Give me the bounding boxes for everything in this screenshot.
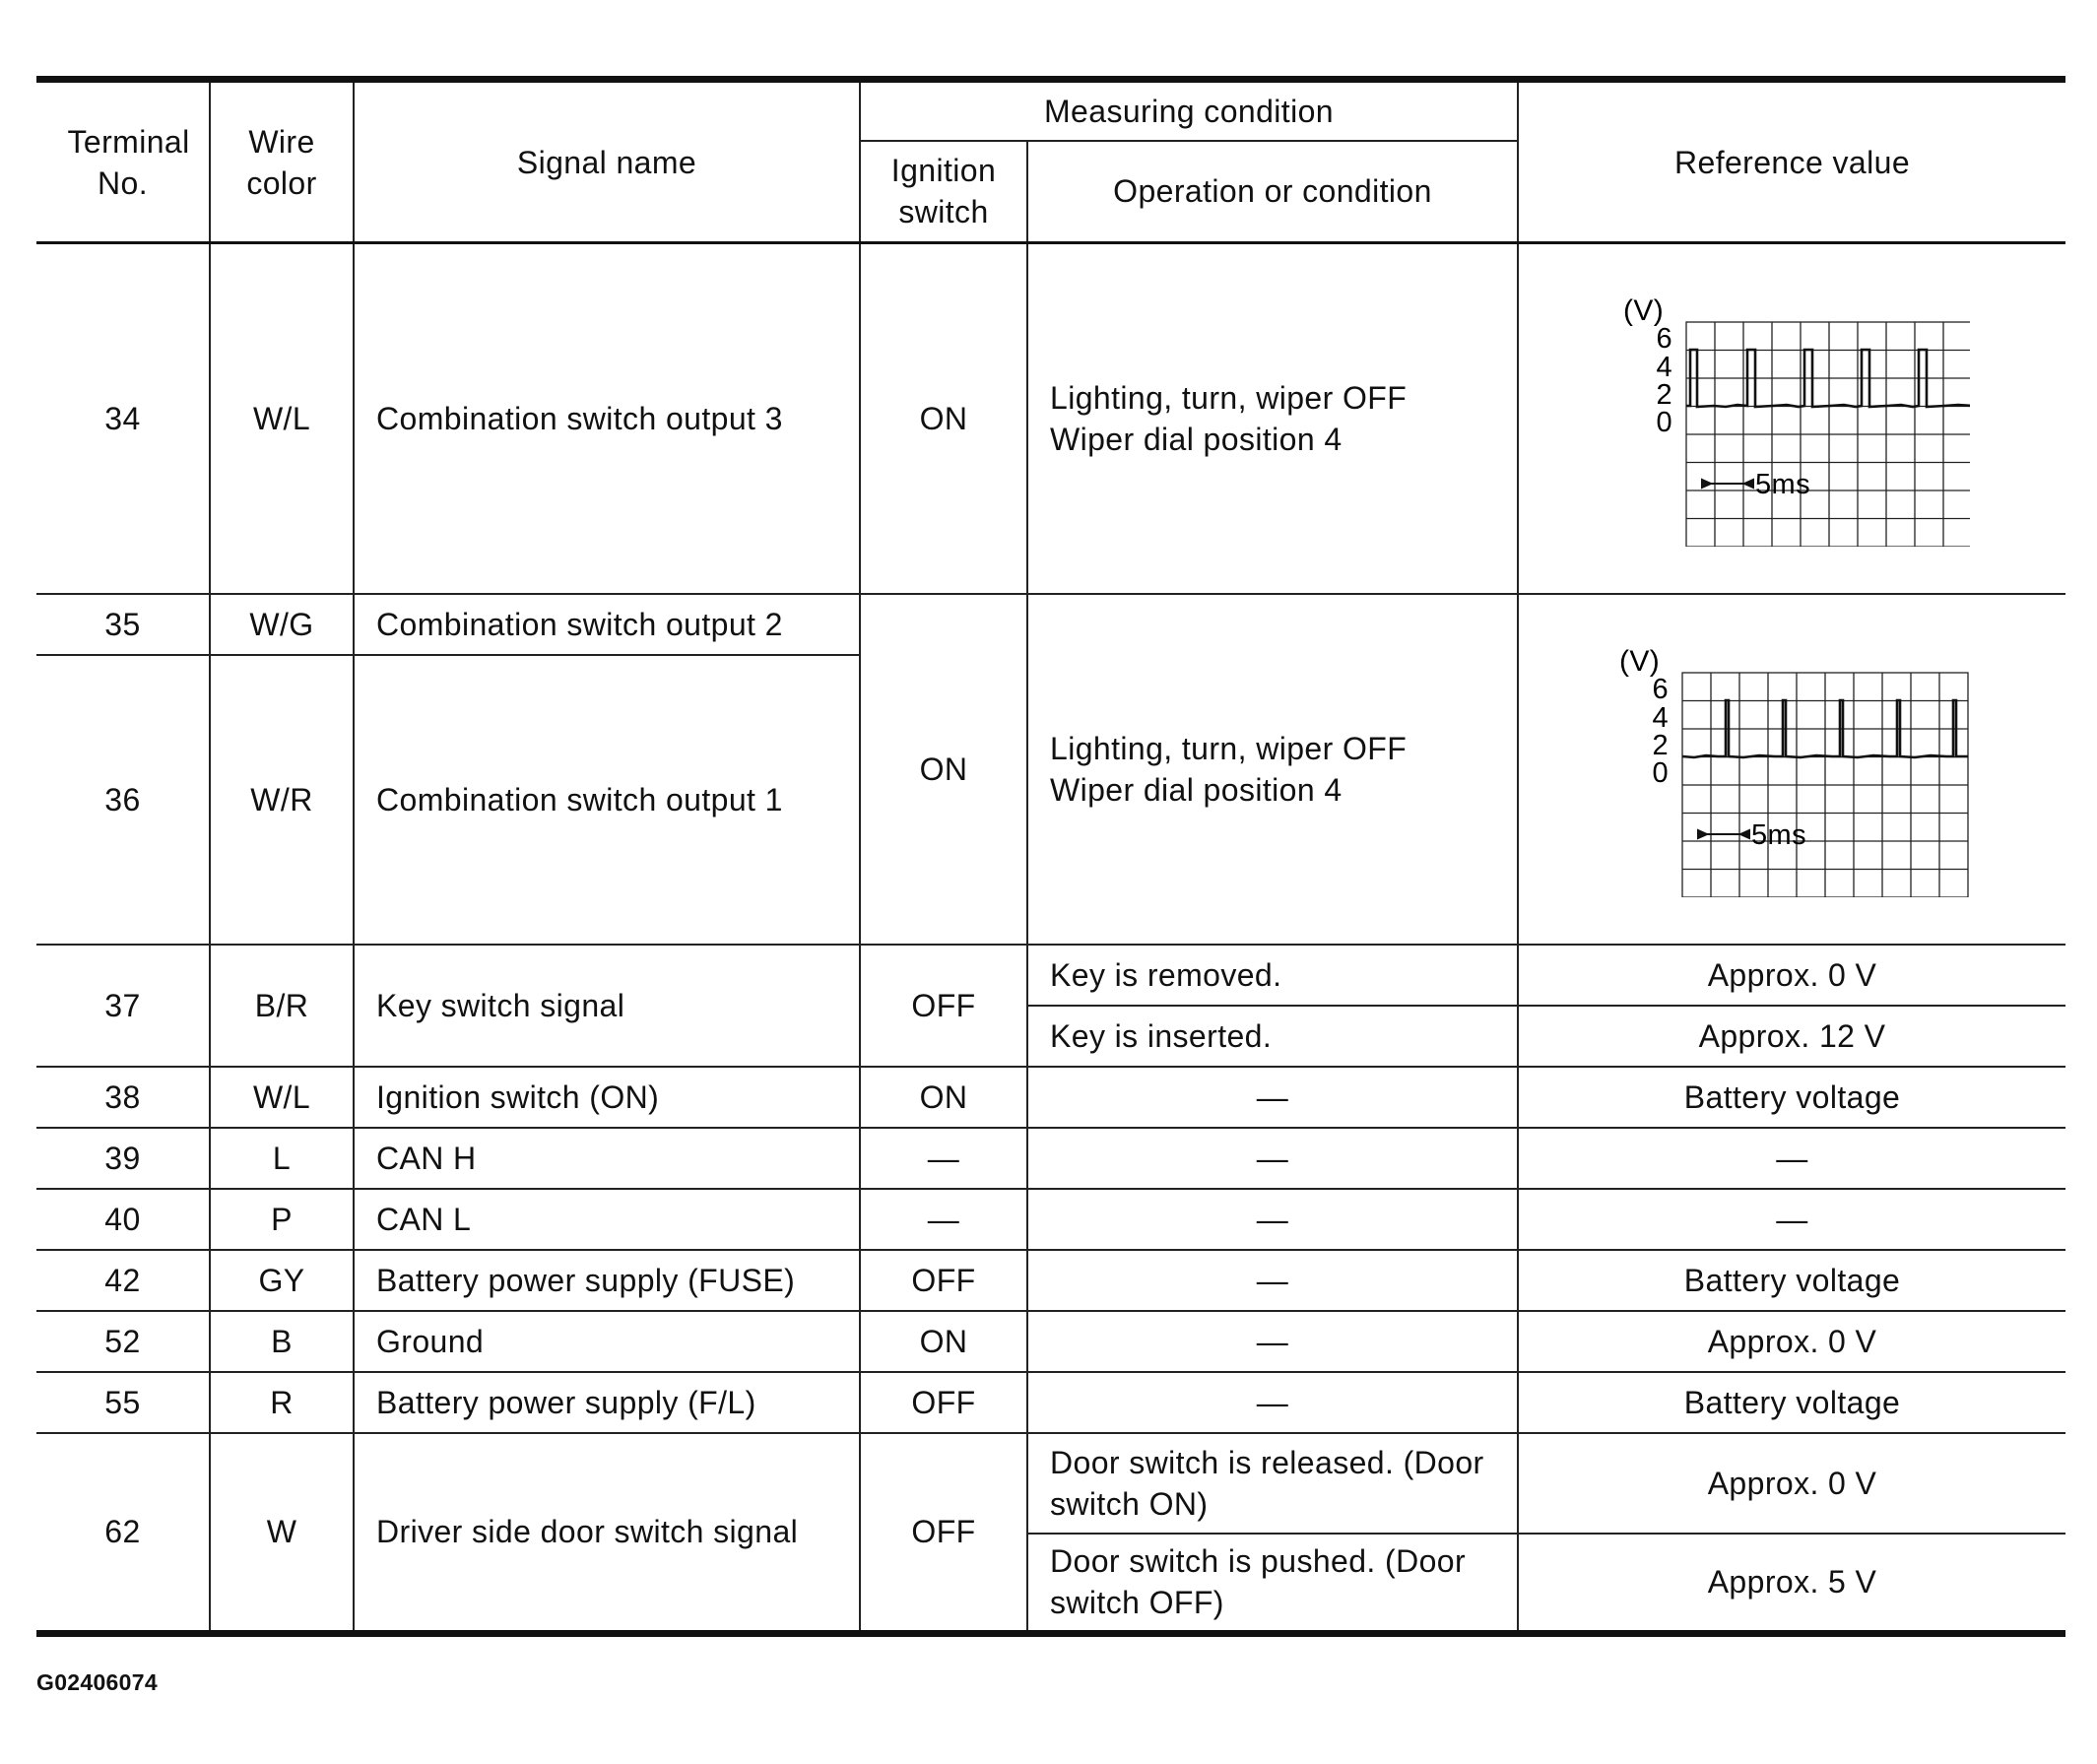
- terminal-cell: 55: [36, 1372, 210, 1433]
- terminal-cell: 39: [36, 1128, 210, 1189]
- reference-cell: —: [1518, 1128, 2065, 1189]
- signal-name-cell: Combination switch output 2: [354, 594, 860, 655]
- condition-line: Lighting, turn, wiper OFF: [1050, 379, 1408, 416]
- table-row: [36, 1311, 2065, 1372]
- signal-name-cell: Driver side door switch signal: [354, 1433, 860, 1634]
- reference-waveform-cell: [1518, 243, 2065, 594]
- ignition-switch-cell: —: [860, 1128, 1027, 1189]
- reference-cell: Approx. 0 V: [1518, 1311, 2065, 1372]
- condition-cell: —: [1027, 1250, 1518, 1311]
- table-row: [36, 1067, 2065, 1128]
- condition-cell: —: [1027, 1311, 1518, 1372]
- table-row: [36, 1128, 2065, 1189]
- table-row: [36, 1372, 2065, 1433]
- y-tick-label: 2: [1651, 729, 1669, 761]
- condition-cell: [1027, 1433, 1518, 1534]
- terminal-cell: 40: [36, 1189, 210, 1250]
- condition-line: Lighting, turn, wiper OFF: [1050, 730, 1408, 766]
- terminal-cell: 34: [36, 243, 210, 594]
- terminal-cell: 62: [36, 1433, 210, 1634]
- condition-cell: —: [1027, 1189, 1518, 1250]
- condition-line: Door switch is released. (Door: [1050, 1444, 1484, 1480]
- condition-cell: —: [1027, 1372, 1518, 1433]
- wire-color-cell: W/L: [210, 243, 354, 594]
- header-wire-color-label: Wire color: [246, 123, 317, 201]
- reference-waveform-cell: [1518, 594, 2065, 945]
- waveform-34: [1615, 291, 1970, 547]
- ignition-switch-cell: ON: [860, 1067, 1027, 1128]
- header-reference-value: Reference value: [1518, 80, 2065, 243]
- wire-color-cell: GY: [210, 1250, 354, 1311]
- ignition-switch-cell: —: [860, 1189, 1027, 1250]
- condition-line: Door switch is pushed. (Door: [1050, 1543, 1467, 1580]
- signal-name-cell: Combination switch output 3: [354, 243, 860, 594]
- ignition-switch-cell: OFF: [860, 1433, 1027, 1634]
- signal-name-cell: CAN L: [354, 1189, 860, 1250]
- y-tick-label: 6: [1655, 322, 1672, 355]
- reference-cell: Battery voltage: [1518, 1067, 2065, 1128]
- condition-line: switch ON): [1050, 1485, 1209, 1522]
- signal-name-cell: Combination switch output 1: [354, 655, 860, 945]
- condition-cell: Key is removed.: [1027, 945, 1518, 1006]
- wire-color-cell: W/R: [210, 655, 354, 945]
- table-row: [36, 594, 2065, 655]
- reference-cell: Battery voltage: [1518, 1372, 2065, 1433]
- wire-color-cell: B/R: [210, 945, 354, 1067]
- condition-cell: —: [1027, 1067, 1518, 1128]
- wire-color-cell: W/L: [210, 1067, 354, 1128]
- wire-color-cell: P: [210, 1189, 354, 1250]
- ignition-switch-cell: ON: [860, 243, 1027, 594]
- wire-color-cell: R: [210, 1372, 354, 1433]
- header-ignition-switch: [860, 141, 1027, 243]
- signal-name-cell: Battery power supply (FUSE): [354, 1250, 860, 1311]
- figure-id: G02406074: [36, 1669, 158, 1695]
- ignition-switch-cell: OFF: [860, 1372, 1027, 1433]
- signal-name-cell: Battery power supply (F/L): [354, 1372, 860, 1433]
- signal-name-cell: CAN H: [354, 1128, 860, 1189]
- condition-cell: —: [1027, 1128, 1518, 1189]
- header-measuring-condition: Measuring condition: [860, 80, 1518, 141]
- wire-color-cell: W/G: [210, 594, 354, 655]
- condition-line: Wiper dial position 4: [1050, 771, 1343, 808]
- terminal-cell: 42: [36, 1250, 210, 1311]
- ignition-switch-cell: ON: [860, 594, 1027, 945]
- y-tick-label: 2: [1655, 378, 1672, 411]
- time-scale-arrow: [1698, 830, 1749, 838]
- terminal-cell: 35: [36, 594, 210, 655]
- table-row: [36, 945, 2065, 1006]
- table-row: [36, 243, 2065, 594]
- terminal-cell: 52: [36, 1311, 210, 1372]
- time-scale-arrow: [1702, 480, 1753, 488]
- condition-line: switch OFF): [1050, 1585, 1224, 1621]
- reference-cell: Approx. 0 V: [1518, 1433, 2065, 1534]
- table-row: [36, 1250, 2065, 1311]
- condition-cell: [1027, 243, 1518, 594]
- header-ignition-switch-label: Ignition switch: [890, 153, 997, 230]
- header-terminal-no-label: Terminal No.: [67, 123, 190, 201]
- reference-cell: Battery voltage: [1518, 1250, 2065, 1311]
- terminal-cell: 37: [36, 945, 210, 1067]
- y-tick-label: 4: [1651, 701, 1669, 734]
- reference-cell: —: [1518, 1189, 2065, 1250]
- table-row: [36, 1433, 2065, 1534]
- ignition-switch-cell: ON: [860, 1311, 1027, 1372]
- reference-cell: Approx. 5 V: [1518, 1534, 2065, 1634]
- time-scale-label: 5ms: [1754, 468, 1810, 500]
- signal-name-cell: Ignition switch (ON): [354, 1067, 860, 1128]
- reference-cell: Approx. 0 V: [1518, 945, 2065, 1006]
- y-tick-label: 0: [1651, 756, 1669, 789]
- y-tick-label: 4: [1655, 351, 1672, 383]
- wire-color-cell: B: [210, 1311, 354, 1372]
- signal-name-cell: Key switch signal: [354, 945, 860, 1067]
- header-operation-or-condition: Operation or condition: [1027, 141, 1518, 243]
- condition-cell: Key is inserted.: [1027, 1006, 1518, 1067]
- waveform-unit: (V): [1622, 294, 1664, 327]
- waveform-unit: (V): [1618, 644, 1660, 678]
- terminal-reference-table: [36, 76, 2065, 1637]
- signal-name-cell: Ground: [354, 1311, 860, 1372]
- ignition-switch-cell: OFF: [860, 1250, 1027, 1311]
- wire-color-cell: W: [210, 1433, 354, 1634]
- table-row: [36, 1189, 2065, 1250]
- y-tick-label: 6: [1651, 673, 1669, 705]
- ignition-switch-cell: OFF: [860, 945, 1027, 1067]
- condition-cell: [1027, 1534, 1518, 1634]
- header-signal-name: Signal name: [354, 80, 860, 243]
- header-terminal-no: [36, 80, 210, 243]
- condition-line: Wiper dial position 4: [1050, 421, 1343, 457]
- reference-cell: Approx. 12 V: [1518, 1006, 2065, 1067]
- header-wire-color: [210, 80, 354, 243]
- wire-color-cell: L: [210, 1128, 354, 1189]
- y-tick-label: 0: [1655, 406, 1672, 438]
- terminal-cell: 38: [36, 1067, 210, 1128]
- waveform-35-36: [1615, 641, 1970, 897]
- condition-cell: [1027, 594, 1518, 945]
- time-scale-label: 5ms: [1750, 818, 1806, 851]
- terminal-cell: 36: [36, 655, 210, 945]
